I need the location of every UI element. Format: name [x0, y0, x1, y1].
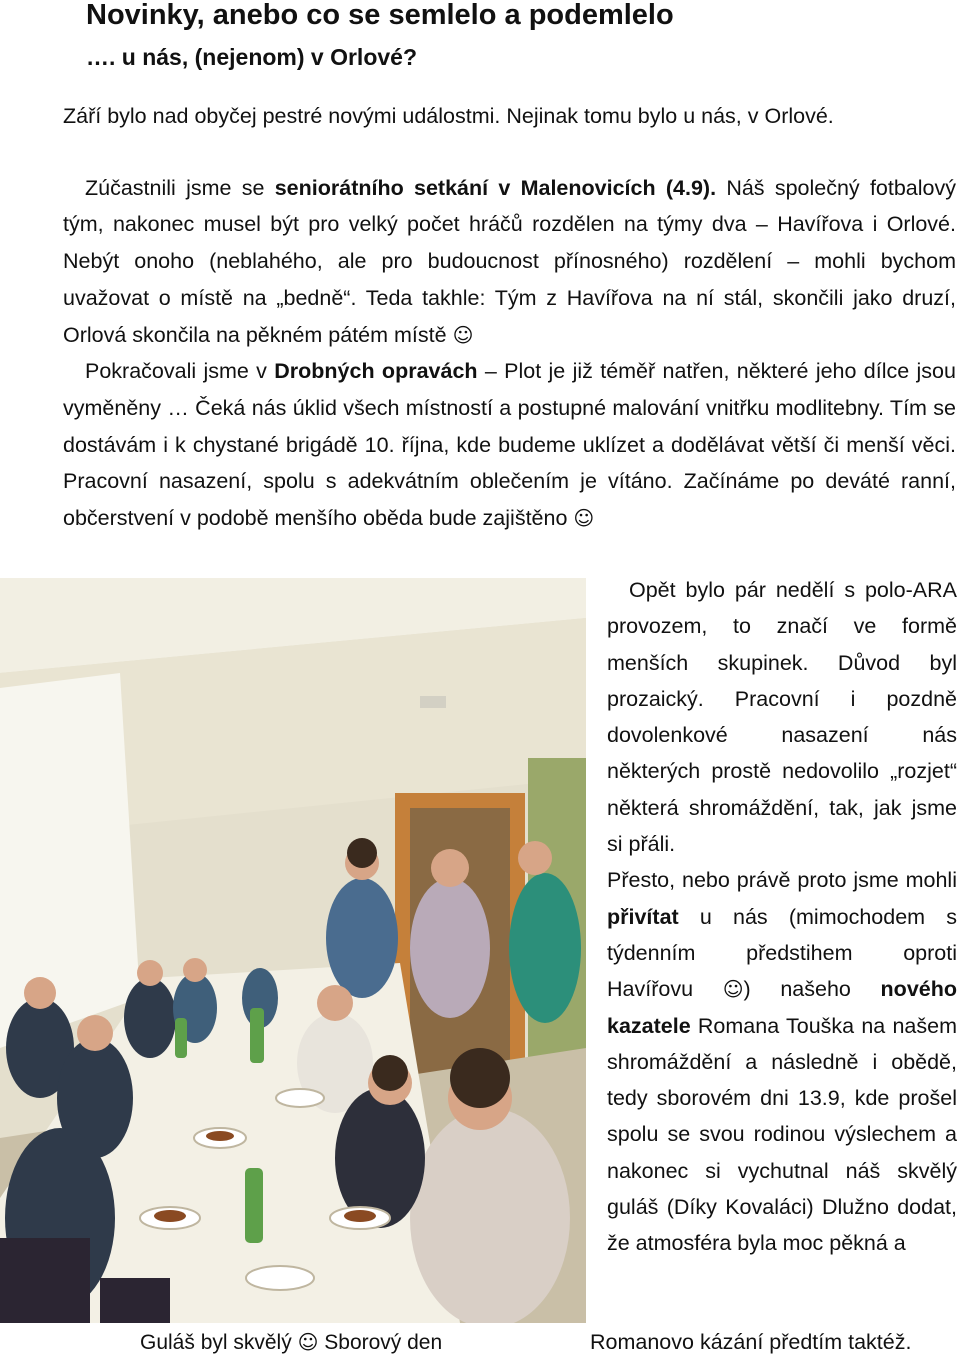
repairs-highlight: Drobných opravách [274, 359, 478, 384]
photo-caption: Guláš byl skvělý ☺ Sborový den [140, 1330, 443, 1354]
smiley-icon: ☺ [452, 322, 474, 347]
welcome-highlight: přivítat [607, 904, 679, 929]
smiley-icon: ☺ [297, 1330, 319, 1354]
article-body [63, 98, 956, 537]
meeting-paragraph: Zúčastnili jsme se seniorátního setkání v Malenovicích (4.9). Náš společný fotbalový tým, nakonec musel být pro velký počet hráčů rozdělen na týmy dva – Havířova i Orlové. Nebýt onoho (neblahého, ale pro budoucnost přínosného) rozdělení – mohli bychom uvažovat o místě na „bedně“. Teda takhle: Tým z Havířova na ní stál, skončili jako druzí, Orlová skončila na pěkném pátém místě ☺ [63, 175, 956, 347]
church-lunch-photo [0, 578, 586, 1323]
article-title: Novinky, anebo co se semlelo a podemlelo [86, 0, 674, 31]
intro-paragraph: Září bylo nad obyčej pestré novými událostmi. Nejinak tomu bylo u nás, v Orlové. [63, 104, 834, 128]
new-pastor-highlight: nového kazatele [607, 977, 957, 1038]
smiley-icon: ☺ [722, 977, 744, 1002]
repairs-paragraph: Pokračovali jsme v Drobných opravách – Plot je již téměř natřen, některé jeho dílce jsou vyměněny … Čeká nás úklid všech místností a postupné malování vnitřku modlitebny. Tím se dostávám i k chystané brigádě 10. října, kde budeme uklízet a dodělávat větší či menší věci. Pracovní nasazení, spolu s adekvátním oblečením je vítáno. Začínáme po deváté ranní, občerstvení v podobě menšího oběda bude zajištěno ☺ [63, 359, 956, 531]
article-subtitle: …. u nás, (nejenom) v Orlové? [86, 44, 418, 70]
side-paragraph-1: Opět bylo pár nedělí s polo-ARA provozem, to značí ve formě menších skupinek. Důvod byl prozaický. Pracovní i pozdně dovolenkové nasazení nás některých prostě nedovolilo „rozjet“ některá shromáždění, tak, jak jsme si přáli. [607, 578, 957, 857]
side-paragraph-2: Přesto, nebo právě proto jsme mohli přivítat u nás (mimochodem s týdenním předstihem oproti Havířovu ☺) našeho nového kazatele Romana Touška na našem shromáždění a následně i obědě, tedy sborovém dni 13.9, kde prošel spolu se svou rodinou výslechem a nakonec si vychutnal náš skvělý guláš (Díky Kovaláci) Dlužno dodat, že atmosféra byla moc pěkná a [607, 868, 957, 1256]
meeting-highlight: seniorátního setkání v Malenovicích (4.9). [274, 175, 717, 200]
smiley-icon: ☺ [573, 506, 595, 531]
sidebar-text [607, 572, 957, 1262]
side-last-line: Romanovo kázání předtím taktéž. [590, 1330, 912, 1354]
